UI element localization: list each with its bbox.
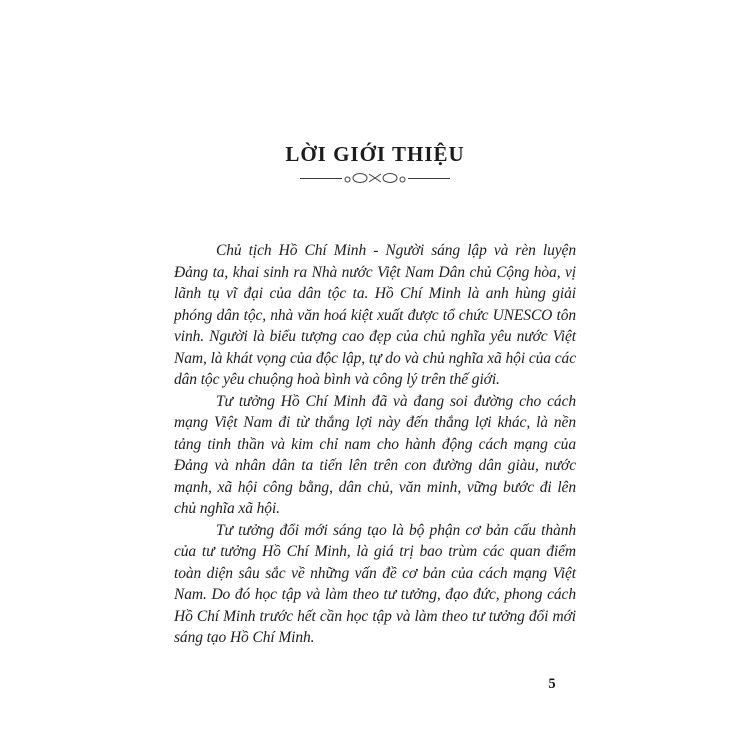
paragraph: Chủ tịch Hồ Chí Minh - Người sáng lập và rèn luyện Đảng ta, khai sinh ra Nhà nước Việt Nam Dân chủ Cộng hòa, vị lãnh tụ vĩ đại của dân tộc ta. Hồ Chí Minh là anh hùng giải phóng dân tộc, nhà văn hoá kiệt xuất được tổ chức UNESCO tôn vinh. Người là biểu tượng cao đẹp của chủ nghĩa yêu nước Việt Nam, là khát vọng của độc lập, tự do và chủ nghĩa xã hội của các dân tộc yêu chuộng hoà bình và công lý trên thế giới. (174, 242, 576, 388)
page-number: 5 (548, 676, 556, 692)
flourish-ornament-icon (300, 171, 450, 190)
paragraph: Tư tưởng đổi mới sáng tạo là bộ phận cơ bản cấu thành của tư tưởng Hồ Chí Minh, là giá trị bao trùm các quan điểm toàn diện sâu sắc về những vấn đề cơ bản của cách mạng Việt Nam. Do đó học tập và làm theo tư tưởng, đạo đức, phong cách Hồ Chí Minh trước hết cần học tập và làm theo tư tưởng đổi mới sáng tạo Hồ Chí Minh. (174, 521, 576, 646)
paragraph: Tư tưởng Hồ Chí Minh đã và đang soi đường cho cách mạng Việt Nam đi từ thắng lợi này đến thắng lợi khác, là nền tảng tinh thần và kim chỉ nam cho hành động cách mạng của Đảng và nhân dân ta tiến lên trên con đường dân giàu, nước mạnh, xã hội công bằng, dân chủ, văn minh, vững bước đi lên chủ nghĩa xã hội. (174, 392, 576, 517)
page-title: LỜI GIỚI THIỆU (285, 142, 465, 166)
introduction-text (174, 240, 576, 649)
